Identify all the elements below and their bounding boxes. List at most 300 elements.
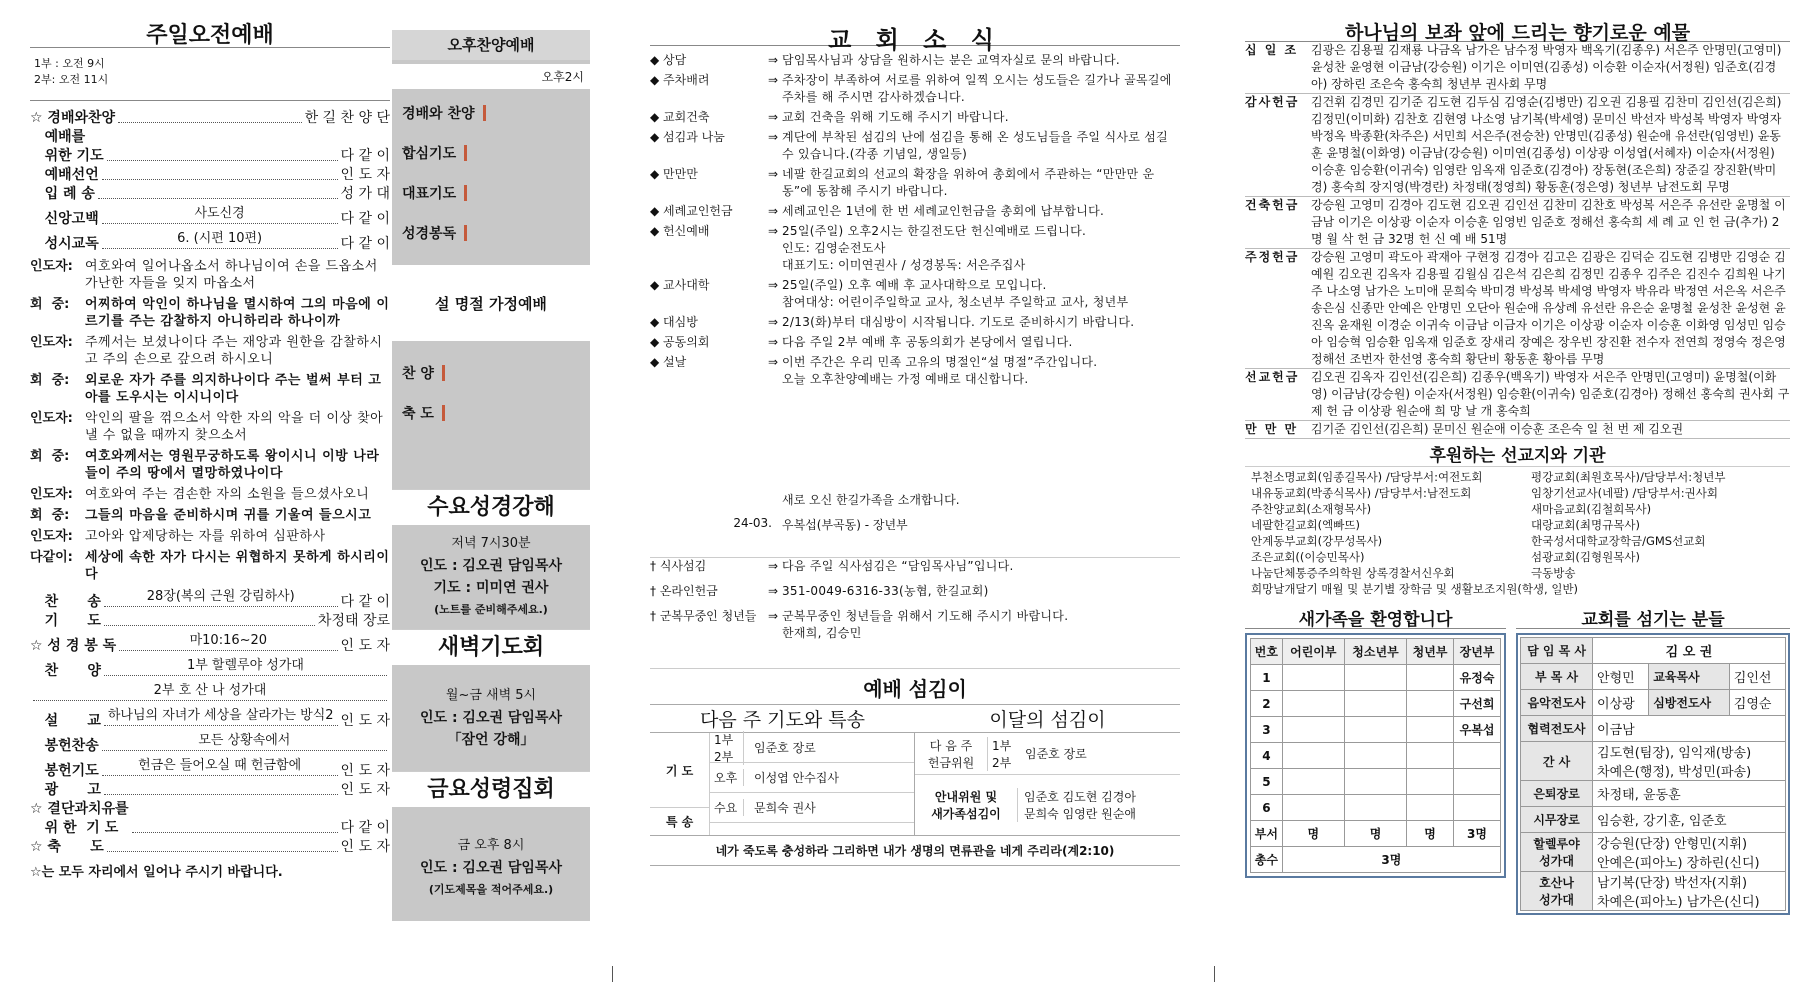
order-label: 예배선언 [30, 167, 99, 183]
offering-parts: 1부 2부 [987, 737, 1017, 771]
morning-service-panel [30, 18, 390, 880]
response-line [30, 258, 390, 292]
afternoon-item-5: 찬 양 [392, 353, 590, 393]
fold-mark-1 [612, 966, 613, 982]
service-time-1: 1부 : 오전 9시 [34, 57, 105, 70]
order-row [30, 756, 390, 781]
order-label: 입 례 송 [30, 186, 95, 202]
order-detail: 마10:16~20 [119, 631, 337, 651]
news-label: ◆ 헌신예배 [650, 224, 710, 238]
staff-table [1520, 637, 1786, 911]
staff-name: 이상광 [1593, 690, 1649, 716]
afternoon-time: 오후2시 [392, 64, 590, 89]
response-text: 세상에 속한 자가 다시는 위협하지 못하게 하시리이다 [85, 550, 390, 582]
response-line [30, 549, 390, 583]
order-detail: 6. (시편 10편) [102, 229, 338, 249]
order-leader: 차정태 장로 [317, 613, 390, 629]
news-label: ◆ 만만만 [650, 167, 698, 181]
order-detail [102, 179, 338, 180]
news-text: 세례교인은 1년에 한 번 세례교인헌금을 총회에 납부합니다. [782, 204, 1105, 218]
response-line [30, 448, 390, 482]
standing-note: ☆는 모두 자리에서 일어나 주시기 바랍니다. [30, 865, 283, 880]
response-line [30, 486, 390, 503]
order-leader: 다 같 이 [340, 211, 390, 227]
response-text: 어찌하여 악인이 하나님을 멸시하여 그의 마음에 이르기를 주는 감찰하지 아니하리라 하나이까 [85, 297, 390, 329]
order-of-worship [30, 109, 390, 254]
order-leader: 인 도 자 [340, 839, 390, 855]
order-label: 신앙고백 [30, 211, 99, 227]
news-label: ◆ 상담 [650, 53, 687, 67]
news-text: 25일(주일) 오후 예배 후 교사대학으로 모입니다. 참여대상: 어린이주일학교 교사, 청소년부 주일학교 교사, 청년부 [782, 278, 1129, 309]
news-item [650, 52, 1180, 69]
staff-role: 은퇴장로 [1521, 781, 1593, 807]
offering-type: 건축헌금 [1245, 198, 1300, 212]
order-label: 봉헌찬송 [30, 738, 99, 754]
order-row [30, 128, 390, 166]
arrow-icon: ⇒ [768, 315, 779, 329]
order-label: ☆ 축 도 [30, 839, 104, 855]
news-item [650, 203, 1180, 220]
order-detail [107, 851, 338, 852]
offering-type: 만 만 만 [1245, 422, 1299, 436]
response-text: 악인의 팔을 꺾으소서 악한 자의 악을 더 이상 찾아낼 수 없을 때까지 찾으소서 [85, 411, 384, 443]
staff-name-2: 김영순 [1729, 690, 1785, 716]
order-row [30, 681, 390, 706]
order-detail: 하나님의 자녀가 세상을 살라가는 방식2 [104, 706, 338, 726]
news-list [650, 52, 1180, 388]
order-leader: 인 도 자 [340, 782, 390, 798]
order-label: 찬 양 [30, 663, 101, 679]
speaker: 회 중: [30, 297, 70, 312]
arrow-icon: ⇒ [768, 559, 779, 573]
response-line [30, 507, 390, 524]
arrow-icon: ⇒ [768, 335, 779, 349]
order-leader: 인 도 자 [340, 713, 390, 729]
mission-item: 임창기선교사(네팔) /담당부서:권사회 [1531, 486, 1719, 500]
staff-role-2: 교육목사 [1649, 664, 1730, 690]
order-detail [132, 832, 338, 833]
order-label: 성시교독 [30, 236, 99, 252]
prayer-row [710, 763, 914, 793]
order-detail [104, 625, 315, 626]
news-item [650, 223, 1180, 274]
serve-grid [650, 733, 1180, 836]
welcome-title: 새가족을 환영합니다 [1245, 605, 1506, 629]
offering-row [1245, 94, 1790, 197]
staff-row [1521, 807, 1786, 833]
welcome-cell: 명 [1407, 821, 1454, 847]
order-row [30, 631, 390, 656]
order-row [30, 229, 390, 254]
order-leader: 인 도 자 [340, 167, 390, 183]
order-row [30, 185, 390, 204]
welcome-cell: 명 [1344, 821, 1406, 847]
staff-row [1521, 638, 1786, 664]
welcome-cell [1344, 691, 1406, 717]
response-line [30, 372, 390, 406]
staff-role: 호산나 성가대 [1521, 872, 1593, 911]
welcome-total-value: 3명 [1282, 847, 1500, 873]
morning-service-title: 주일오전예배 [30, 18, 390, 48]
guide-people: 임준호 김도현 김경아 문희숙 임영란 원순애 [1017, 788, 1136, 822]
mission-item: 평강교회(최원호목사)/담당부서:청년부 [1531, 470, 1726, 484]
church-news-title: 교 회 소 식 [650, 20, 1180, 46]
news-text: 군복무중인 청년들을 위해서 기도해 주시기 바랍니다. 한재희, 김승민 [782, 609, 1069, 640]
mission-item: 주찬양교회(소재형목사) [1251, 502, 1372, 516]
memory-verse: 네가 죽도록 충성하라 그리하면 내가 생명의 면류관을 네게 주리라(계2:10) [650, 836, 1180, 866]
arrow-icon: ⇒ [768, 204, 779, 218]
welcome-cell [1282, 717, 1344, 743]
news-label: ◆ 교사대학 [650, 278, 710, 292]
welcome-header: 청년부 [1407, 639, 1454, 665]
new-family-name: 우복섭(부곡동) - 장년부 [782, 518, 908, 532]
mission-item: 내유동교회(박종식목사) /담당부서:남전도회 [1251, 486, 1472, 500]
response-text: 여호와여 일어나옵소서 하나님이여 손을 드옵소서 가난한 자들을 잊지 마옵소서 [85, 259, 378, 291]
order-label: 설 교 [30, 713, 101, 729]
staff-row [1521, 690, 1786, 716]
news-item [650, 166, 1180, 200]
offering-person: 임준호 장로 [1025, 747, 1087, 761]
prayer-person: 이성엽 안수집사 [754, 771, 839, 785]
order-label: ☆ 경배와찬양 [30, 110, 116, 126]
staff-row [1521, 781, 1786, 807]
response-text: 고아와 압제당하는 자를 위하여 심판하사 [85, 529, 326, 544]
offering-row [1245, 42, 1790, 94]
dawn-prayer-title: 새벽기도회 [392, 629, 590, 665]
news-label: ◆ 대심방 [650, 315, 698, 329]
welcome-cell: 5 [1251, 769, 1283, 795]
response-line [30, 410, 390, 444]
order-label: 찬 송 [30, 594, 101, 610]
responsive-reading [30, 258, 390, 583]
prayer-label: 기 도 [650, 733, 710, 807]
order-leader: 다 같 이 [340, 820, 390, 836]
welcome-row [1251, 795, 1501, 821]
welcome-cell: 4 [1251, 743, 1283, 769]
mission-title: 후원하는 선교지와 기관 [1429, 446, 1606, 466]
response-text: 그들의 마음을 준비하시며 귀를 기울여 들으시고 [85, 508, 372, 523]
order-row [30, 706, 390, 731]
mission-item: 안계동부교회(강무성목사) [1251, 534, 1383, 548]
news-label: ◆ 공동의회 [650, 335, 710, 349]
prayer-row [710, 733, 914, 763]
welcome-header: 장년부 [1454, 639, 1501, 665]
special-label: 특 송 [650, 807, 710, 835]
staff-name: 안형민 [1593, 664, 1649, 690]
news-label: † 군복무중인 청년들 [650, 609, 757, 623]
prayer-part: 1부 2부 [710, 731, 744, 765]
offering-names: 김기준 김인선(김은희) 문미신 원순애 이승훈 조은숙 일 천 번 제 김오권 [1311, 422, 1684, 436]
welcome-cell [1344, 743, 1406, 769]
order-row [30, 656, 390, 681]
afternoon-item-2: 합심기도 [392, 133, 590, 173]
next-week-title: 다음 주 기도와 특송 [700, 709, 865, 731]
speaker: 회 중: [30, 373, 70, 388]
news-item [650, 334, 1180, 351]
welcome-row [1251, 665, 1501, 691]
offering-names: 김광은 김용필 김재룡 나금옥 남가은 남수정 박영자 백옥기(김종우) 서은주 안명민(고영미) 윤성찬 윤영현 이금남(강승원) 이기은 이미연(김종성) 이승환 이순자(서정원) 임준호(김경아) 장하린 조은숙 홍숙희 청년부 권사회 무명 [1311, 43, 1782, 91]
arrow-icon: ⇒ [768, 278, 779, 292]
welcome-cell [1282, 665, 1344, 691]
order-detail [118, 122, 302, 123]
welcome-cell [1344, 717, 1406, 743]
response-line [30, 334, 390, 368]
offerings-title: 하나님의 보좌 앞에 드리는 향기로운 예물 [1245, 18, 1790, 42]
friday-title: 금요성령집회 [392, 771, 590, 807]
staff-name: 강승원(단장) 안형민(지휘) 안예은(피아노) 장하린(신디) [1593, 833, 1786, 872]
staff-row [1521, 716, 1786, 742]
afternoon-item-1: 경배와 찬양 [392, 93, 590, 133]
welcome-cell [1282, 691, 1344, 717]
news-item [650, 109, 1180, 126]
news-item [650, 608, 1180, 642]
welcome-cell [1344, 665, 1406, 691]
offering-row [1245, 249, 1790, 369]
order-leader: 다 같 이 [340, 148, 390, 164]
wednesday-box: 저녁 7시30분 인도 : 김오권 담임목사 기도 : 미미연 권사 (노트를 준비해주세요.) [392, 525, 590, 629]
speaker: 다같이: [30, 550, 73, 565]
news-item [650, 129, 1180, 163]
welcome-cell: 3명 [1454, 821, 1501, 847]
welcome-cell [1407, 691, 1454, 717]
welcome-cell: 2 [1251, 691, 1283, 717]
speaker: 인도자: [30, 529, 73, 544]
news-label: ◆ 교회건축 [650, 110, 710, 124]
order-row [30, 781, 390, 800]
response-text: 주께서는 보셨나이다 주는 재앙과 원한을 감찰하시고 주의 손으로 갚으려 하시오니 [85, 335, 383, 367]
order-detail: 모든 상황속에서 [102, 731, 387, 751]
offering-row [1245, 197, 1790, 249]
speaker: 회 중: [30, 449, 70, 464]
order-row [30, 587, 390, 612]
afternoon-service-title: 오후찬양예배 [392, 30, 590, 60]
welcome-cell [1407, 795, 1454, 821]
welcome-cell [1407, 743, 1454, 769]
mission-item: 새마음교회(김철희목사) [1531, 502, 1652, 516]
welcome-table [1250, 638, 1501, 873]
welcome-cell: 6 [1251, 795, 1283, 821]
news-item [650, 277, 1180, 311]
offering-label: 다 음 주 헌금위원 [927, 738, 975, 770]
welcome-cell [1344, 795, 1406, 821]
news-text: 2/13(화)부터 대심방이 시작됩니다. 기도로 준비하시기 바랍니다. [782, 315, 1135, 329]
welcome-total-label: 총수 [1251, 847, 1283, 873]
welcome-cell: 우복섭 [1454, 717, 1501, 743]
welcome-total-row [1251, 847, 1501, 873]
mission-item: 섬광교회(김형원목사) [1531, 550, 1640, 564]
mission-item: 나눔단체통증주의학원 상록경찰서신우회 [1251, 566, 1455, 580]
offering-type: 선교헌금 [1245, 370, 1300, 384]
welcome-cell: 구선희 [1454, 691, 1501, 717]
order-detail [104, 794, 338, 795]
order-label: 예배를 위한 기도 [44, 129, 104, 164]
welcome-cell: 부서 [1251, 821, 1283, 847]
speaker: 인도자: [30, 335, 73, 350]
mission-item: 대랑교회(최명규목사) [1531, 518, 1640, 532]
welcome-cell [1407, 717, 1454, 743]
arrow-icon: ⇒ [768, 224, 779, 238]
staff-name: 이금남 [1593, 716, 1786, 742]
response-line [30, 528, 390, 545]
offering-names: 강승원 고영미 김경아 김도현 김오권 김인선 김찬미 김찬호 박성복 서은주 유선란 윤명철 이금남 이기은 이상광 이순자 이승훈 임영빈 임준호 정해선 홍숙희 세 례 교 인 헌 금(추가) 2명 월 삭 헌 금 32명 헌 신 예 배 51명 [1311, 198, 1786, 246]
welcome-cell [1407, 769, 1454, 795]
welcome-cell: 명 [1282, 821, 1344, 847]
news-text: 주차장이 부족하여 서로를 위하여 일찍 오시는 성도들은 길가나 골목길에 주차를 해 주시면 감사하겠습니다. [782, 73, 1172, 104]
order-leader: 인 도 자 [340, 763, 390, 779]
friday-box: 금 오후 8시 인도 : 김오권 담임목사 (기도제목을 적어주세요.) [392, 807, 590, 921]
afternoon-item-3: 대표기도 [392, 173, 590, 213]
welcome-cell: 유정숙 [1454, 665, 1501, 691]
welcome-cell [1344, 769, 1406, 795]
staff-role: 음악전도사 [1521, 690, 1593, 716]
welcome-cell [1407, 665, 1454, 691]
staff-row [1521, 833, 1786, 872]
staff-role: 협력전도사 [1521, 716, 1593, 742]
staff-title: 교회를 섬기는 분들 [1516, 605, 1790, 629]
prayer-part: 수요 [710, 799, 744, 816]
order-row [30, 166, 390, 185]
news-text: 네팔 한길교회의 선교의 확장을 위하여 총회에서 주관하는 “만만만 운동”에 동참해 주시기 바랍니다. [782, 167, 1155, 198]
serve-title: 예배 섬김이 [650, 668, 1180, 702]
new-family-intro: 새로 오신 한길가족을 소개합니다. [782, 493, 960, 507]
arrow-icon: ⇒ [768, 167, 779, 181]
order-row [30, 612, 390, 631]
news-list-2 [650, 558, 1180, 642]
welcome-cell [1282, 795, 1344, 821]
news-text: 다음 주일 식사섬김은 “담임목사님”입니다. [782, 559, 1014, 573]
fold-mark-2 [1214, 966, 1215, 982]
afternoon-item-4: 성경봉독 [392, 213, 590, 253]
order-detail: 28장(복의 근원 강림하사) [104, 587, 338, 607]
welcome-header: 어린이부 [1282, 639, 1344, 665]
dawn-prayer-box: 월~금 새벽 5시 인도 : 김오권 담임목사 「잠언 강해」 [392, 665, 590, 771]
arrow-icon: ⇒ [768, 53, 779, 67]
order-leader: 인 도 자 [340, 638, 390, 654]
news-item [650, 354, 1180, 388]
news-text: 다음 주일 2부 예배 후 공동의회가 본당에서 열립니다. [782, 335, 1073, 349]
welcome-cell [1282, 743, 1344, 769]
response-text: 여호와께서는 영원무궁하도록 왕이시니 이방 나라들이 주의 땅에서 멸망하였나이다 [85, 449, 380, 481]
offering-type: 십 일 조 [1245, 43, 1299, 57]
news-label: † 온라인헌금 [650, 584, 718, 598]
month-serve-title: 이달의 섬김이 [989, 709, 1106, 731]
welcome-cell: 1 [1251, 665, 1283, 691]
staff-role-2: 심방전도사 [1649, 690, 1730, 716]
welcome-row [1251, 743, 1501, 769]
offering-names: 김오권 김옥자 김인선(김은희) 김종우(백옥기) 박영자 서은주 안명민(고영미) 윤명철(이화영) 이금남(강승원) 이순자(서정원) 임승환(이귀숙) 임준호(김경아) 정해선 홍숙희 권사회 구 제 헌 금 이상광 원순애 희 망 날 개 홍숙희 [1311, 370, 1790, 418]
staff-row [1521, 742, 1786, 781]
staff-name: 차정태, 윤동훈 [1593, 781, 1786, 807]
order-label: ☆ 결단과치유를 위 한 기 도 [30, 801, 129, 836]
order-row [30, 800, 390, 838]
prayer-person: 문희숙 권사 [754, 801, 816, 815]
wednesday-title: 수요성경강해 [392, 489, 590, 525]
offerings-list [1245, 42, 1790, 439]
order-detail: 1부 할렐루야 성가대 [104, 656, 387, 676]
staff-role: 담 임 목 사 [1521, 638, 1593, 664]
speaker: 회 중: [30, 508, 70, 523]
welcome-cell [1282, 769, 1344, 795]
mission-item: 네팔한길교회(엑빠뜨) [1251, 518, 1360, 532]
welcome-cell [1454, 769, 1501, 795]
order-row [30, 204, 390, 229]
order-leader: 다 같 이 [340, 594, 390, 610]
order-row [30, 109, 390, 128]
welcome-cell: 3 [1251, 717, 1283, 743]
welcome-cell [1454, 795, 1501, 821]
staff-role: 시무장로 [1521, 807, 1593, 833]
staff-name: 남기복(단장) 박선자(지휘) 차예은(피아노) 남가은(신디) [1593, 872, 1786, 911]
order-label: 봉헌기도 [30, 763, 99, 779]
order-detail: 헌금은 들어오실 때 헌금함에 [102, 756, 338, 776]
news-label: † 식사섬김 [650, 559, 707, 573]
speaker: 인도자: [30, 259, 73, 274]
news-item [650, 314, 1180, 331]
news-label: ◆ 주차배려 [650, 73, 710, 87]
guide-label: 안내위원 및 새가족섬김이 [931, 790, 1001, 821]
news-text: 이번 주간은 우리 민족 고유의 명절인“설 명절”주간입니다. 오늘 오후찬양예배는 가정 예배로 대신합니다. [782, 355, 1098, 386]
staff-row [1521, 664, 1786, 690]
afternoon-service-panel [392, 30, 590, 921]
offerings-panel [1245, 18, 1790, 915]
welcome-cell [1454, 743, 1501, 769]
order-detail: 2부 호 산 나 성가대 [33, 681, 387, 701]
news-text: 351-0049-6316-33(농협, 한길교회) [782, 584, 989, 598]
order-label: 광 고 [30, 782, 101, 798]
welcome-row [1251, 769, 1501, 795]
news-text: 계단에 부착된 섬김의 난에 섬김을 통해 온 성도님들을 주일 식사로 섬길 수 있습니다.(각종 기념일, 생일등) [782, 130, 1169, 161]
order-label: ☆ 성 경 봉 독 [30, 638, 117, 654]
staff-name-2: 김인선 [1729, 664, 1785, 690]
speaker: 인도자: [30, 411, 73, 426]
order-of-worship-2 [30, 587, 390, 857]
order-leader: 다 같 이 [340, 236, 390, 252]
offering-row [1245, 421, 1790, 439]
staff-role: 간 사 [1521, 742, 1593, 781]
arrow-icon: ⇒ [768, 609, 779, 623]
mission-item: 극동방송 [1531, 566, 1576, 580]
family-worship-notice: 설 명절 가정예배 [392, 265, 590, 341]
order-label: 기 도 [30, 613, 101, 629]
offering-type: 감사헌금 [1245, 95, 1300, 109]
welcome-row [1251, 821, 1501, 847]
response-text: 여호와여 주는 겸손한 자의 소원을 들으셨사오니 [85, 487, 370, 502]
order-detail [98, 198, 338, 199]
response-line [30, 296, 390, 330]
afternoon-item-6: 축 도 [392, 393, 590, 433]
arrow-icon: ⇒ [768, 584, 779, 598]
offering-type: 주정헌금 [1245, 250, 1300, 264]
church-news-panel [650, 20, 1180, 866]
new-family-date: 24-03. [733, 516, 772, 530]
order-detail [107, 160, 338, 161]
arrow-icon: ⇒ [768, 130, 779, 144]
staff-name: 임승환, 강기훈, 임준호 [1593, 807, 1786, 833]
news-label: ◆ 세례교인헌금 [650, 204, 733, 218]
order-row [30, 731, 390, 756]
order-row [30, 838, 390, 857]
staff-name: 김 오 권 [1593, 638, 1786, 664]
mission-list [1245, 466, 1790, 599]
speaker: 인도자: [30, 487, 73, 502]
mission-item: 부천소명교회(임종길목사) /담당부서:여전도회 [1251, 470, 1483, 484]
news-item [650, 558, 1180, 575]
order-leader: 한 길 찬 양 단 [304, 110, 390, 126]
news-label: ◆ 섬김과 나눔 [650, 130, 725, 144]
mission-item: 조은교회((이승민목사) [1251, 550, 1365, 564]
arrow-icon: ⇒ [768, 355, 779, 369]
staff-row [1521, 872, 1786, 911]
